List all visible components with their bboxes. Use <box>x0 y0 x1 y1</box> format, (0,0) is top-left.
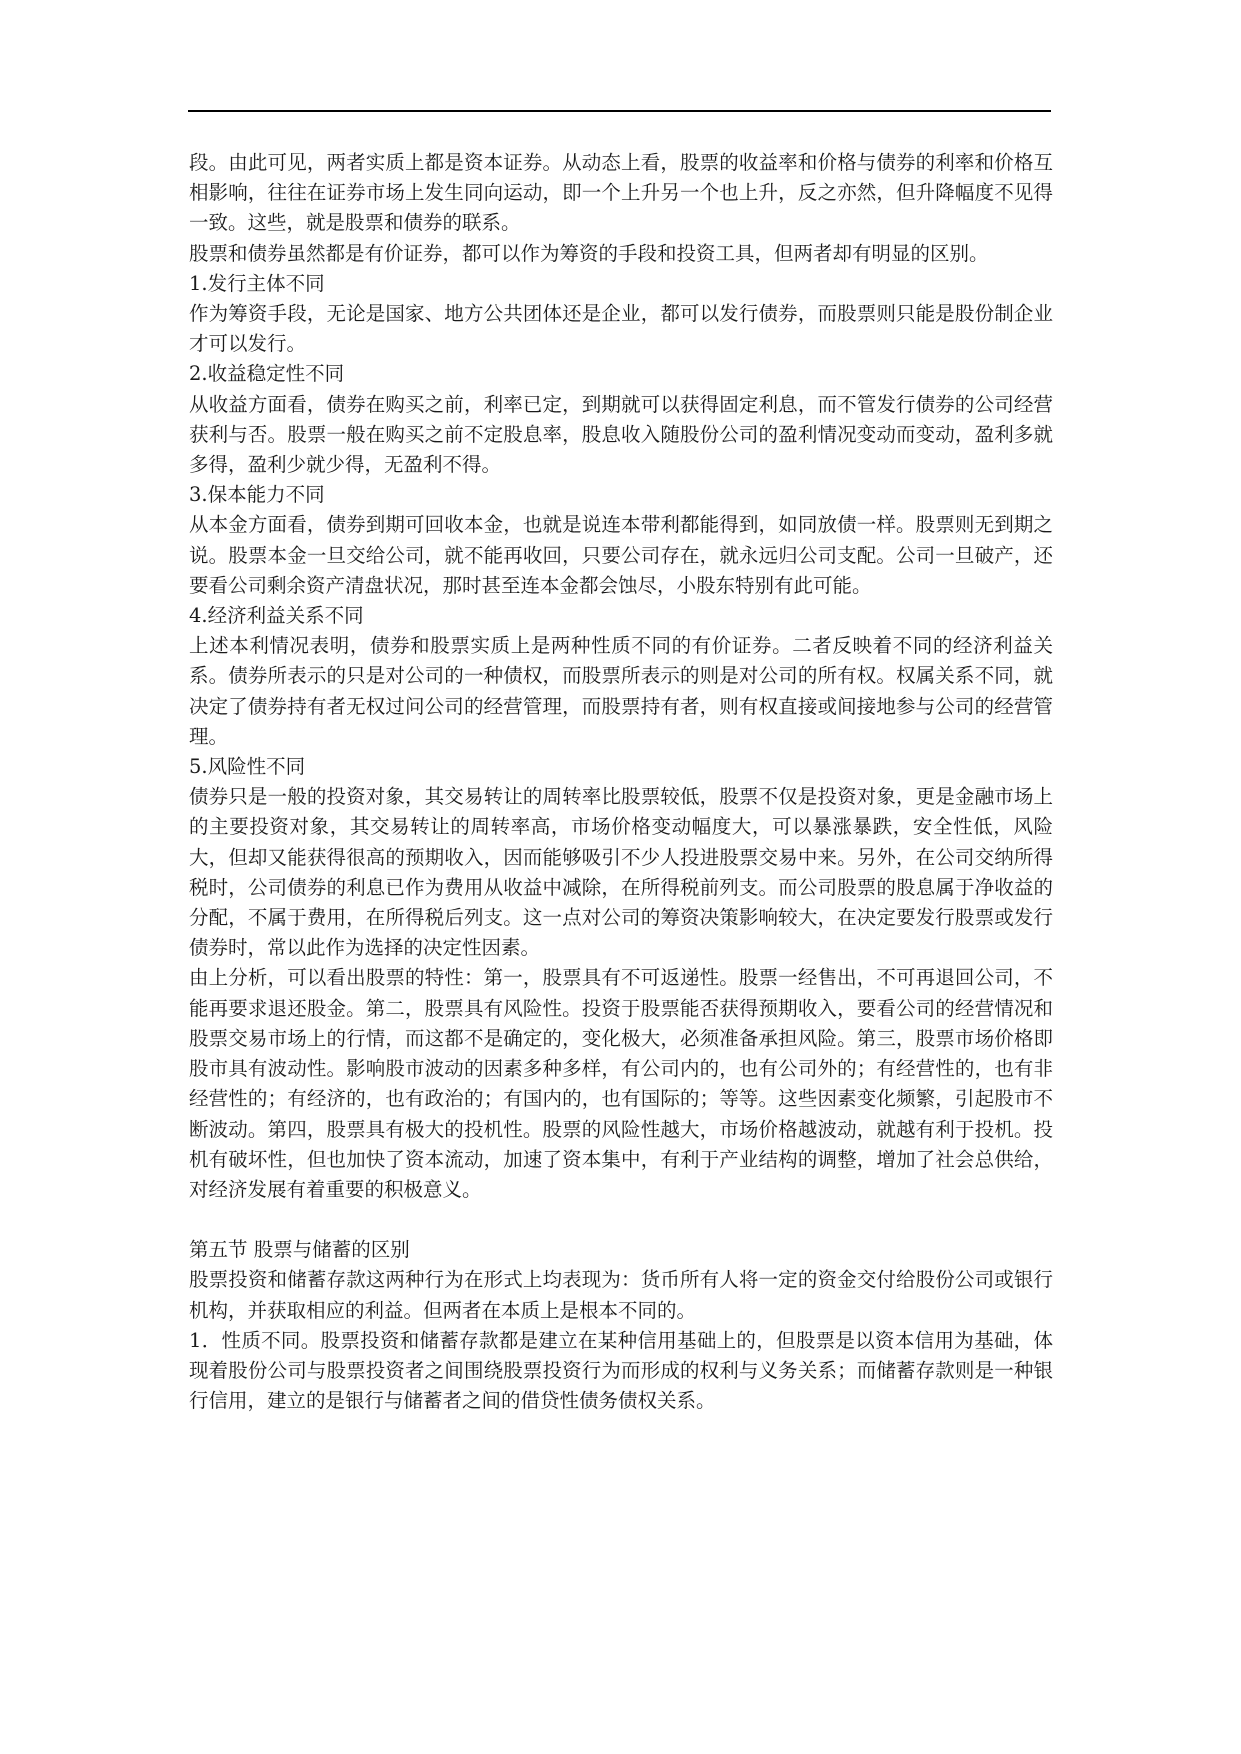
paragraph-issuer: 作为筹资手段，无论是国家、地方公共团体还是企业，都可以发行债券，而股票则只能是股份制企业才可以发行。 <box>189 302 1053 356</box>
paragraph-stock-characteristics: 由上分析，可以看出股票的特性：第一，股票具有不可返递性。股票一经售出，不可再退回公司，不能再要求退还股金。第二，股票具有风险性。投资于股票能否获得预期收入，要看公司的经营情况和股票交易市场上的行情，而这都不是确定的，变化极大，必须准备承担风险。第三，股票市场价格即股市具有波动性。影响股市波动的因素多种多样，有公司内的，也有公司外的；有经营性的，也有非经营性的；有经济的，也有政治的；有国内的，也有国际的；等等。这些因素变化频繁，引起股市不断波动。第四，股票具有极大的投机性。股票的风险性越大，市场价格越波动，就越有利于投机。投机有破坏性，但也加快了资本流动，加速了资本集中，有利于产业结构的调整，增加了社会总供给，对经济发展有着重要的积极意义。 <box>189 966 1053 1201</box>
paragraph-continued: 段。由此可见，两者实质上都是资本证券。从动态上看，股票的收益率和价格与债券的利率和价格互相影响，往往在证券市场上发生同向运动，即一个上升另一个也上升，反之亦然，但升降幅度不见得一致。这些，就是股票和债券的联系。 <box>189 151 1053 235</box>
paragraph-risk: 债券只是一般的投资对象，其交易转让的周转率比股票较低，股票不仅是投资对象，更是金融市场上的主要投资对象，其交易转让的周转率高，市场价格变动幅度大，可以暴涨暴跌，安全性低，风险大，但却又能获得很高的预期收入，因而能够吸引不少人投进股票交易中来。另外，在公司交纳所得税时，公司债券的利息已作为费用从收益中减除，在所得税前列支。而公司股票的股息属于净收益的分配，不属于费用，在所得税后列支。这一点对公司的筹资决策影响较大，在决定要发行股票或发行债券时，常以此作为选择的决定性因素。 <box>189 785 1053 960</box>
section-paragraph-intro: 股票投资和储蓄存款这两种行为在形式上均表现为：货币所有人将一定的资金交付给股份公司或银行机构，并获取相应的利益。但两者在本质上是根本不同的。 <box>189 1268 1053 1322</box>
heading-capital-preservation: 3.保本能力不同 <box>189 483 325 507</box>
paragraph-intro-differences: 股票和债券虽然都是有价证券，都可以作为筹资的手段和投资工具，但两者却有明显的区别。 <box>189 241 989 265</box>
heading-income-stability: 2.收益稳定性不同 <box>189 362 345 386</box>
section-title: 第五节 股票与储蓄的区别 <box>189 1238 410 1262</box>
section-paragraph-nature: 1．性质不同。股票投资和储蓄存款都是建立在某种信用基础上的，但股票是以资本信用为基础，体现着股份公司与股票投资者之间围绕股票投资行为而形成的权利与义务关系；而储蓄存款则是一种银行信用，建立的是银行与储蓄者之间的借贷性债务债权关系。 <box>189 1328 1053 1413</box>
paragraph-capital-preservation: 从本金方面看，债券到期可回收本金，也就是说连本带利都能得到，如同放债一样。股票则无到期之说。股票本金一旦交给公司，就不能再收回，只要公司存在，就永远归公司支配。公司一旦破产，还要看公司剩余资产清盘状况，那时甚至连本金都会蚀尽，小股东特别有此可能。 <box>189 513 1053 597</box>
section-gap <box>189 1205 1053 1235</box>
paragraph-income-stability: 从收益方面看，债券在购买之前，利率已定，到期就可以获得固定利息，而不管发行债券的公司经营获利与否。股票一般在购买之前不定股息率，股息收入随股份公司的盈利情况变动而变动，盈利多就多得，盈利少就少得，无盈利不得。 <box>189 392 1053 477</box>
paragraph-economic-interest: 上述本利情况表明，债券和股票实质上是两种性质不同的有价证券。二者反映着不同的经济利益关系。债券所表示的只是对公司的一种债权，而股票所表示的则是对公司的所有权。权属关系不同，就决定了债券持有者无权过问公司的经营管理，而股票持有者，则有权直接或间接地参与公司的经营管理。 <box>189 634 1053 748</box>
header-rule <box>188 110 1051 112</box>
heading-risk: 5.风险性不同 <box>189 755 306 779</box>
heading-issuer: 1.发行主体不同 <box>189 271 325 295</box>
heading-economic-interest: 4.经济利益关系不同 <box>189 604 364 628</box>
document-body <box>189 148 1053 1416</box>
